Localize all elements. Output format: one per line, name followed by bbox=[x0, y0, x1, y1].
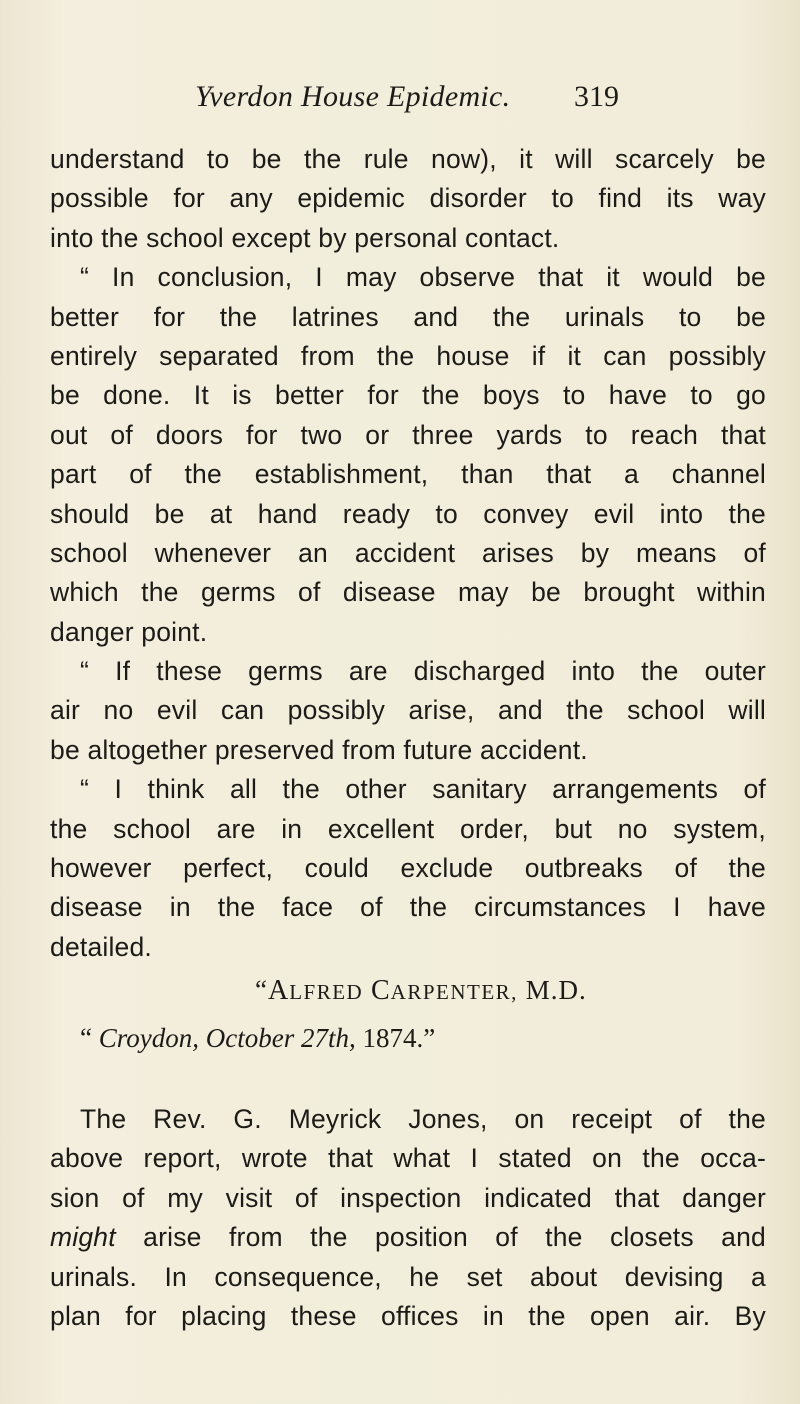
text-line: which the germs of disease may be brought within bbox=[50, 577, 766, 608]
text-line: out of doors for two or three yards to reach that bbox=[50, 419, 766, 450]
paragraph-germs bbox=[50, 652, 766, 770]
text-line: be done. It is better for the boys to have to go bbox=[50, 380, 766, 411]
text-line-with-emphasis bbox=[50, 1218, 766, 1257]
text-line: entirely separated from the house if it can possibly bbox=[50, 340, 766, 371]
date-quote: “ bbox=[80, 1022, 92, 1053]
text-line: part of the establishment, than that a channel bbox=[50, 459, 766, 490]
page-body bbox=[50, 140, 766, 1336]
text-line: school whenever an accident arises by means of bbox=[50, 537, 766, 568]
text-line: “ I think all the other sanitary arrangements of bbox=[80, 774, 766, 805]
signature-name bbox=[50, 971, 766, 1010]
text-line: sion of my visit of inspection indicated that danger bbox=[50, 1182, 766, 1213]
text-line: “ If these germs are discharged into the outer bbox=[80, 656, 766, 687]
date-year: 1874.” bbox=[362, 1022, 436, 1053]
text-line: air no evil can possibly arise, and the school will bbox=[50, 695, 766, 726]
paragraph-closing bbox=[50, 1100, 766, 1336]
section-spacer bbox=[50, 1058, 766, 1100]
paragraph-continuation bbox=[50, 140, 766, 258]
text-line: The Rev. G. Meyrick Jones, on receipt of the bbox=[80, 1103, 766, 1134]
text-line: be altogether preserved from future accident. bbox=[50, 734, 588, 765]
text-line: understand to be the rule now), it will scarcely be bbox=[50, 144, 766, 174]
text-line: the school are in excellent order, but no system, bbox=[50, 813, 766, 844]
text-line: detailed. bbox=[50, 931, 152, 962]
signature-first-rest: LFRED bbox=[289, 980, 364, 1005]
text-fragment: arise from the position of the closets and bbox=[115, 1222, 766, 1253]
page-header bbox=[0, 80, 800, 124]
signature-initial-first: A bbox=[267, 975, 290, 1007]
text-line: into the school except by personal contact. bbox=[50, 222, 560, 253]
text-line: possible for any epidemic disorder to find its way bbox=[50, 183, 766, 214]
signature-suffix: M.D. bbox=[525, 975, 587, 1006]
text-line: urinals. In consequence, he set about devising a bbox=[50, 1261, 766, 1292]
signature-last-rest: ARPENTER, bbox=[390, 980, 518, 1005]
signature-date bbox=[50, 1019, 766, 1058]
text-line: disease in the face of the circumstances I have bbox=[50, 892, 766, 923]
date-place: Croydon, October 27th, bbox=[98, 1022, 356, 1053]
text-line: plan for placing these offices in the open air. By bbox=[50, 1300, 766, 1331]
paragraph-conclusion bbox=[50, 258, 766, 652]
text-line: better for the latrines and the urinals to be bbox=[50, 301, 766, 332]
text-line: above report, wrote that what I stated on the occa- bbox=[50, 1143, 766, 1174]
page-number: 319 bbox=[574, 80, 619, 113]
paragraph-sanitary bbox=[50, 770, 766, 967]
text-line: danger point. bbox=[50, 616, 208, 647]
text-line: should be at hand ready to convey evil into the bbox=[50, 498, 766, 529]
signature-quote: “ bbox=[255, 975, 268, 1006]
running-title: Yverdon House Epidemic. bbox=[195, 80, 511, 113]
text-line: “ In conclusion, I may observe that it would be bbox=[80, 262, 766, 293]
text-line: however perfect, could exclude outbreaks of the bbox=[50, 853, 766, 884]
signature-initial-last: C bbox=[370, 975, 391, 1007]
emphasis-might: might bbox=[50, 1222, 116, 1253]
